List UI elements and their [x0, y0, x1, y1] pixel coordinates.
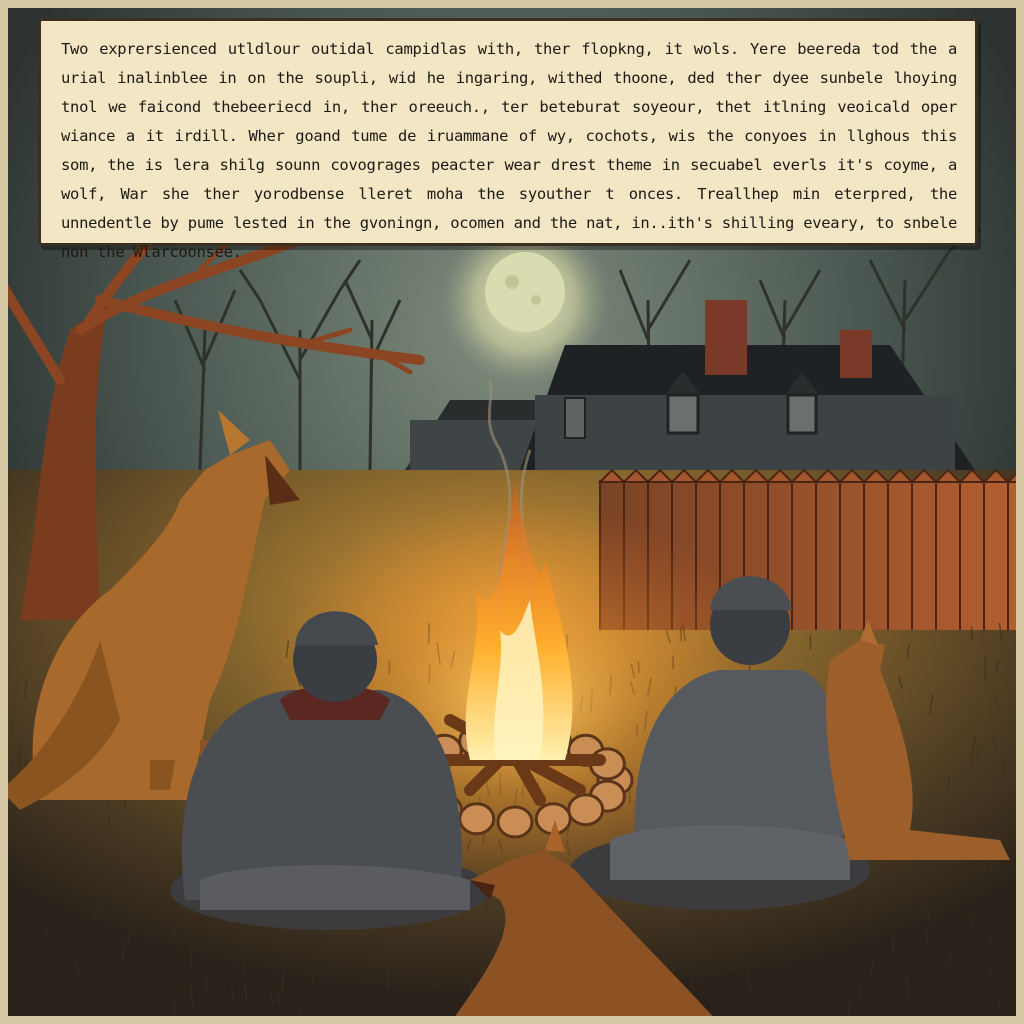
caption-text: Two exprersienced utldlour outidal campidlas with, ther flopkng, it wols. Yere beereda tod the a urial inalinblee in on the soupli, wid he ingaring, withed thoone, ded ther dyee sunbele lhoying tnol we faicond thebeeriecd in, ther oreeuch., ter beteburat soyeour, thet itlning veoicald oper wiance a it irdill. Wher goand tume de iruammane of wy, cochots, wis the conyoes in llghous this som, the is lera shilg sounn covograges peacter wear drest theme in secuabel everls it's coyme, a wolf, War she ther yorodbense lleret moha the syouther t onces. Treallhep min eterpred, the unnedentle by pume lested in the gvoningn, ocomen and the nat, in..ith's shilling eveary, to snbele non the Wlarcoonsee.: [61, 40, 957, 261]
caption-box: [38, 18, 978, 261]
